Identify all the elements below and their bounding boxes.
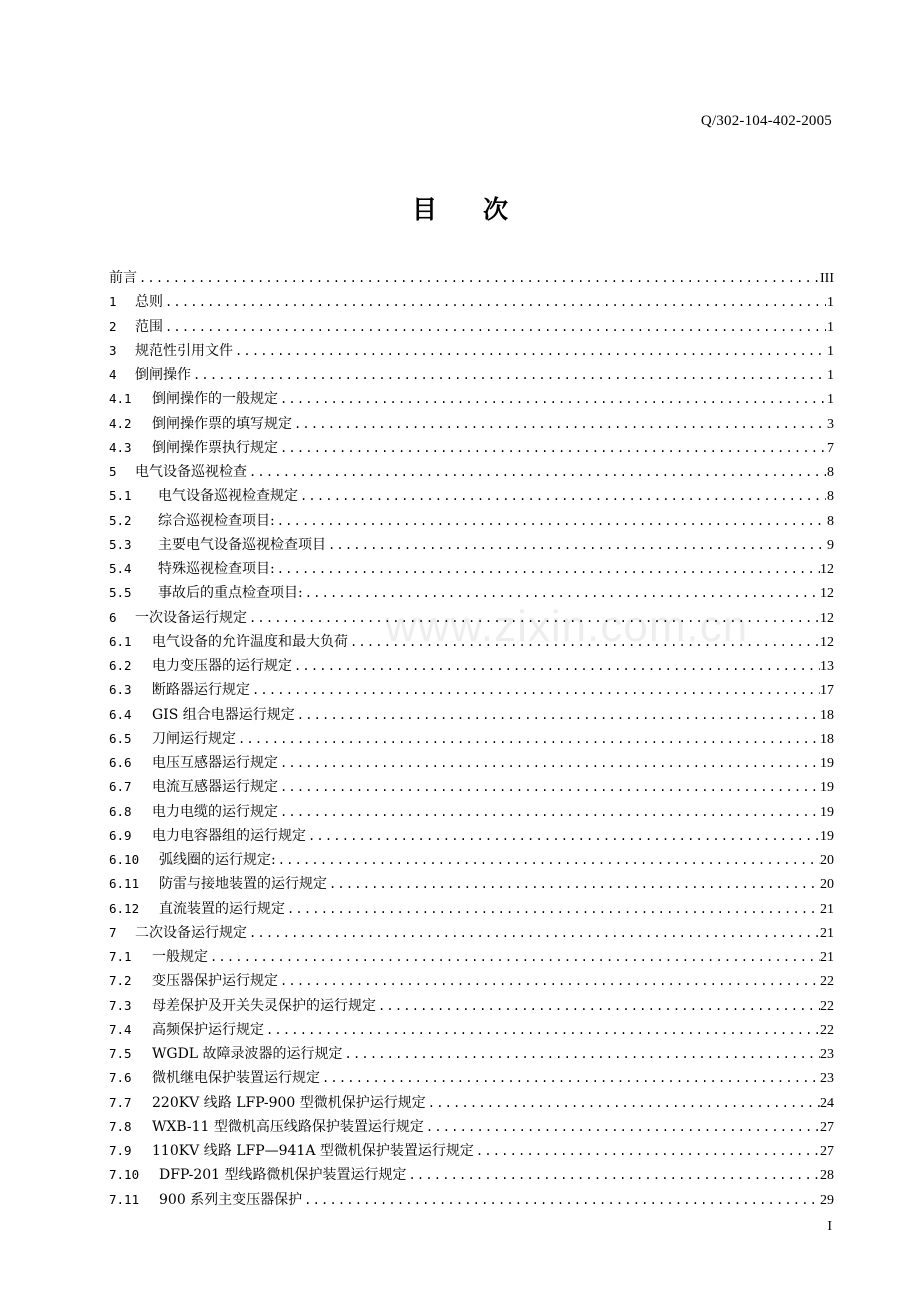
toc-leader-dots (264, 1018, 820, 1042)
toc-entry[interactable] (109, 921, 834, 945)
toc-entry-number: 7.7 (109, 1094, 132, 1110)
toc-leader-dots (302, 1188, 820, 1212)
toc-entry-page: 9 (827, 537, 834, 553)
toc-leader-dots (236, 727, 820, 751)
toc-entry-number: 7.8 (109, 1118, 132, 1134)
toc-entry-number: 3 (109, 342, 117, 358)
toc-entry[interactable] (109, 630, 834, 654)
toc-entry-page: 18 (820, 731, 834, 747)
toc-entry-page: 21 (820, 950, 834, 965)
toc-leader-dots (295, 703, 820, 727)
toc-entry-page: 23 (820, 1047, 834, 1062)
toc-entry-title: DFP-201 型线路微机保护装置运行规定 (159, 1167, 407, 1184)
toc-entry[interactable] (109, 848, 834, 872)
toc-entry[interactable] (109, 945, 834, 969)
toc-entry-title: 事故后的重点检查项目: (158, 585, 303, 602)
toc-entry[interactable] (109, 775, 834, 799)
toc-entry-title: 电流互感器运行规定 (152, 779, 278, 796)
toc-entry[interactable] (109, 339, 834, 363)
toc-entry-title: 总则 (135, 294, 163, 311)
toc-entry-title: 二次设备运行规定 (135, 924, 247, 941)
toc-entry-number: 7.11 (109, 1191, 140, 1207)
toc-entry[interactable] (109, 1115, 834, 1139)
toc-entry[interactable] (109, 509, 834, 533)
toc-entry-number: 7.5 (109, 1046, 132, 1061)
toc-leader-dots (191, 363, 826, 387)
toc-leader-dots (247, 606, 820, 630)
toc-leader-dots (247, 460, 826, 484)
toc-entry-page: 19 (820, 828, 834, 844)
toc-leader-dots (278, 969, 820, 993)
toc-leader-dots (320, 1066, 820, 1090)
toc-entry-title: 倒闸操作票执行规定 (152, 439, 278, 456)
toc-entry-page: 27 (820, 1119, 834, 1135)
toc-entry[interactable] (109, 654, 834, 678)
toc-entry-title: WXB-11 型微机高压线路保护装置运行规定 (152, 1118, 424, 1135)
toc-entry[interactable] (109, 266, 834, 290)
toc-entry[interactable] (109, 727, 834, 751)
toc-entry-number: 6.10 (109, 852, 140, 867)
toc-leader-dots (326, 533, 826, 557)
toc-entry-page: 8 (827, 465, 834, 480)
toc-entry-page: 3 (827, 416, 834, 432)
table-of-contents (109, 266, 834, 1212)
toc-leader-dots (275, 557, 820, 581)
toc-entry-number: 7 (109, 924, 117, 940)
toc-leader-dots (306, 824, 820, 848)
toc-entry-title: 倒闸操作票的填写规定 (152, 415, 292, 432)
toc-entry-page: 21 (820, 901, 834, 917)
toc-entry[interactable] (109, 800, 834, 824)
toc-entry-title: 一般规定 (152, 949, 208, 965)
toc-entry-number: 1 (109, 294, 117, 310)
toc-entry-title: 高频保护运行规定 (152, 1021, 264, 1038)
toc-entry[interactable] (109, 994, 834, 1018)
toc-leader-dots (343, 1042, 820, 1066)
watermark: www.zixin.com.cn (385, 602, 749, 651)
toc-leader-dots (278, 775, 820, 799)
footer-page-number: I (827, 1219, 832, 1234)
toc-entry-number: 6 (109, 609, 117, 625)
toc-entry-page: 1 (827, 319, 834, 335)
toc-entry-number: 6.12 (109, 900, 140, 916)
toc-entry[interactable] (109, 363, 834, 387)
toc-entry[interactable] (109, 557, 834, 581)
toc-entry-page: 29 (820, 1192, 834, 1208)
toc-entry-page: 23 (820, 1071, 834, 1087)
toc-entry-page: 8 (827, 489, 834, 505)
toc-entry[interactable] (109, 436, 834, 460)
toc-leader-dots (275, 509, 826, 533)
toc-entry[interactable] (109, 1042, 834, 1066)
toc-leader-dots (474, 1139, 820, 1163)
toc-leader-dots (278, 387, 826, 411)
toc-entry-number: 6.3 (109, 682, 132, 698)
toc-entry-page: III (820, 271, 834, 286)
toc-entry-title: 倒闸操作的一般规定 (152, 391, 278, 408)
toc-entry[interactable] (109, 1139, 834, 1163)
toc-entry-number: 5 (109, 464, 117, 479)
toc-entry-title: 主要电气设备巡视检查项目 (158, 536, 326, 553)
toc-entry-title: 110KV 线路 LFP—941A 型微机保护装置运行规定 (152, 1143, 474, 1159)
toc-entry-title: 电气设备的允许温度和最大负荷 (152, 633, 348, 650)
toc-entry-page: 12 (820, 634, 834, 650)
toc-entry-page: 19 (820, 756, 834, 771)
toc-entry[interactable] (109, 678, 834, 702)
toc-entry-page: 18 (820, 707, 834, 723)
toc-entry[interactable] (109, 533, 834, 557)
toc-leader-dots (208, 945, 820, 969)
toc-leader-dots (376, 994, 820, 1018)
toc-entry-page: 12 (820, 586, 834, 602)
toc-entry-title: 断路器运行规定 (152, 682, 250, 699)
toc-entry[interactable] (109, 872, 834, 896)
toc-entry[interactable] (109, 581, 834, 605)
toc-entry-number: 7.10 (109, 1167, 140, 1183)
toc-entry-number: 4.3 (109, 439, 132, 455)
toc-leader-dots (426, 1091, 820, 1115)
toc-entry[interactable] (109, 315, 834, 339)
toc-entry-number: 5.1 (109, 488, 132, 504)
toc-entry-page: 22 (820, 1022, 834, 1038)
toc-entry-title: 变压器保护运行规定 (152, 973, 278, 990)
toc-entry-title: 弧线圈的运行规定: (159, 852, 276, 868)
toc-entry[interactable] (109, 460, 834, 484)
toc-leader-dots (250, 678, 820, 702)
toc-entry-number: 4.1 (109, 391, 132, 407)
toc-entry-number: 7.3 (109, 997, 132, 1013)
toc-entry-title: 电气设备巡视检查规定 (158, 488, 298, 505)
toc-entry-title: 综合巡视检查项目: (158, 512, 275, 529)
toc-entry[interactable] (109, 1018, 834, 1042)
toc-entry-number: 4.2 (109, 415, 132, 431)
toc-entry-page: 8 (827, 513, 834, 529)
toc-entry-number: 6.1 (109, 633, 132, 649)
toc-entry-number: 6.6 (109, 755, 132, 770)
toc-entry-title: 规范性引用文件 (135, 342, 233, 359)
toc-entry-number: 7.6 (109, 1070, 132, 1086)
toc-entry-page: 27 (820, 1144, 834, 1159)
toc-entry-title: 前言 (109, 270, 137, 286)
toc-entry-title: 范围 (135, 318, 163, 335)
toc-entry-title: 电力电缆的运行规定 (152, 803, 278, 820)
toc-leader-dots (278, 800, 820, 824)
toc-entry-title: 母差保护及开关失灵保护的运行规定 (152, 997, 376, 1014)
toc-entry-page: 19 (820, 780, 834, 796)
toc-entry-number: 6.9 (109, 827, 132, 843)
toc-leader-dots (298, 484, 826, 508)
toc-entry-title: 电力电容器组的运行规定 (152, 827, 306, 844)
toc-entry-title: 倒闸操作 (135, 367, 191, 383)
toc-leader-dots (163, 290, 826, 314)
toc-entry-title: WGDL 故障录波器的运行规定 (152, 1046, 343, 1062)
toc-entry[interactable] (109, 1163, 834, 1187)
toc-leader-dots (163, 315, 826, 339)
toc-entry-page: 1 (827, 295, 834, 311)
toc-entry-page: 13 (820, 659, 834, 674)
toc-leader-dots (292, 412, 826, 436)
toc-entry-page: 24 (820, 1095, 834, 1111)
toc-entry-page: 12 (820, 610, 834, 626)
toc-entry-number: 6.2 (109, 658, 132, 673)
toc-entry-title: 电气设备巡视检查 (135, 464, 247, 480)
toc-entry-title: 刀闸运行规定 (152, 730, 236, 747)
toc-entry-number: 5.3 (109, 536, 132, 552)
toc-entry-page: 20 (820, 877, 834, 893)
toc-entry-number: 5.4 (109, 561, 132, 576)
toc-entry[interactable] (109, 290, 834, 314)
toc-entry-title: 电力变压器的运行规定 (152, 658, 292, 674)
toc-entry-number: 6.11 (109, 876, 140, 892)
toc-entry-page: 12 (820, 562, 834, 577)
toc-entry-page: 1 (827, 343, 834, 359)
toc-entry[interactable] (109, 824, 834, 848)
toc-entry-page: 17 (820, 683, 834, 699)
toc-entry-title: 一次设备运行规定 (135, 609, 247, 626)
toc-entry-page: 28 (820, 1168, 834, 1184)
toc-entry[interactable] (109, 606, 834, 630)
toc-leader-dots (285, 897, 820, 921)
toc-entry-title: 900 系列主变压器保护 (159, 1191, 303, 1208)
toc-entry-number: 6.4 (109, 706, 132, 722)
toc-entry-number: 6.8 (109, 803, 132, 819)
toc-entry[interactable] (109, 897, 834, 921)
toc-entry-page: 22 (820, 998, 834, 1014)
toc-entry-number: 7.4 (109, 1021, 132, 1037)
toc-entry-page: 21 (820, 925, 834, 941)
toc-entry[interactable] (109, 412, 834, 436)
toc-entry[interactable] (109, 387, 834, 411)
toc-entry-page: 1 (827, 392, 834, 408)
toc-leader-dots (278, 751, 820, 775)
toc-leader-dots (292, 654, 820, 678)
toc-entry[interactable] (109, 1188, 834, 1212)
toc-leader-dots (137, 266, 820, 290)
toc-entry[interactable] (109, 1091, 834, 1115)
toc-entry-page: 19 (820, 804, 834, 820)
toc-entry-number: 6.7 (109, 779, 132, 795)
toc-entry[interactable] (109, 751, 834, 775)
toc-leader-dots (348, 630, 820, 654)
toc-entry-page: 1 (827, 368, 834, 383)
toc-leader-dots (327, 872, 820, 896)
document-code: Q/302-104-402-2005 (700, 113, 832, 129)
toc-entry-title: 直流装置的运行规定 (159, 900, 285, 917)
toc-entry-title: GIS 组合电器运行规定 (152, 706, 295, 723)
toc-entry[interactable] (109, 703, 834, 727)
toc-entry-number: 6.5 (109, 730, 132, 746)
toc-entry-number: 7.2 (109, 973, 132, 989)
toc-leader-dots (303, 581, 820, 605)
toc-entry-number: 5.2 (109, 512, 132, 528)
toc-entry[interactable] (109, 484, 834, 508)
toc-entry-page: 22 (820, 974, 834, 990)
toc-entry-number: 7.1 (109, 949, 132, 964)
page-title: 目次 (411, 195, 554, 224)
toc-entry-title: 微机继电保护装置运行规定 (152, 1070, 320, 1087)
toc-entry-title: 220KV 线路 LFP-900 型微机保护运行规定 (152, 1094, 426, 1111)
toc-entry-page: 7 (827, 440, 834, 456)
toc-entry-title: 特殊巡视检查项目: (158, 561, 275, 577)
toc-leader-dots (233, 339, 826, 363)
toc-entry-number: 5.5 (109, 585, 132, 601)
toc-entry[interactable] (109, 1066, 834, 1090)
toc-entry-number: 4 (109, 367, 117, 382)
toc-entry-number: 7.9 (109, 1143, 132, 1158)
toc-leader-dots (278, 436, 826, 460)
toc-leader-dots (247, 921, 820, 945)
toc-leader-dots (424, 1115, 820, 1139)
toc-entry-title: 防雷与接地装置的运行规定 (159, 876, 327, 893)
toc-entry[interactable] (109, 969, 834, 993)
toc-entry-number: 2 (109, 318, 117, 334)
toc-leader-dots (407, 1163, 821, 1187)
toc-entry-page: 20 (820, 853, 834, 868)
toc-entry-title: 电压互感器运行规定 (152, 755, 278, 771)
toc-leader-dots (276, 848, 820, 872)
